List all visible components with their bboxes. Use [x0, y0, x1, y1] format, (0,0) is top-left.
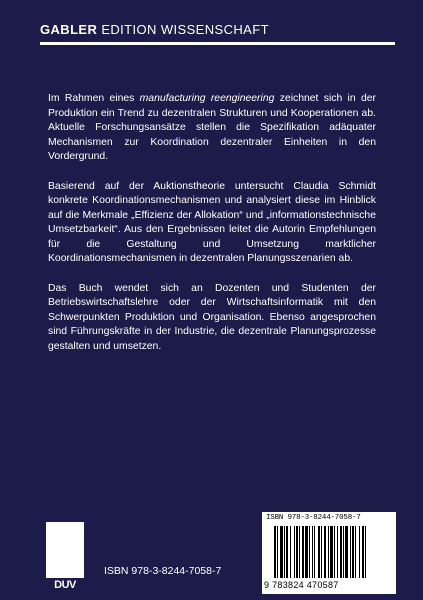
- barcode-isbn: ISBN 978-3-8244-7058-7: [266, 514, 361, 522]
- barcode-digits: 9 783824 470587: [264, 580, 339, 590]
- blurb-paragraph-3: Das Buch wendet sich an Dozenten und Studenten der Betriebswirtschaftslehre oder der Wirtschaftsinformatik mit den Schwerpunkten Produktion und Organisation. Ebenso angesprochen sind Führungskräfte in der Industrie, die dezentrale Planungsprozesse gestalten und umsetzen.: [48, 282, 376, 352]
- series-title: [40, 22, 395, 37]
- blurb: [48, 92, 376, 369]
- logo-text: DUV: [46, 578, 84, 592]
- series-name: EDITION WISSENSCHAFT: [101, 22, 269, 37]
- series-header: [40, 22, 395, 45]
- logo-bar: [46, 522, 84, 582]
- isbn-label: ISBN 978-3-8244-7058-7: [104, 565, 222, 577]
- publisher-brand: GABLER: [40, 22, 98, 37]
- emphasis-term: manufacturing reengineering: [139, 93, 275, 104]
- header-divider: [40, 42, 395, 45]
- publisher-logo: [46, 522, 84, 594]
- barcode: [262, 512, 396, 594]
- blurb-paragraph-2: Basierend auf der Auktionstheorie untersucht Claudia Schmidt konkrete Koordinationsmechanismen und analysiert diese im Hinblick auf die Merkmale „Effizienz der Allokation“ und „informationstechnische Umsetzbarkeit“. Aus den Ergebnissen leitet die Autorin Empfehlungen für die Gestaltung und Umsetzung marktlicher Koordinationsmechanismen in dezentralen Planungsszenarien ab.: [48, 180, 376, 264]
- blurb-paragraph-1: Im Rahmen eines manufacturing reengineering zeichnet sich in der Produktion ein Trend zu dezentralen Strukturen und Kooperationen ab. Aktuelle Forschungsansätze stellen die Spezifikation adäquater Mechanismen zur Koordination dezentraler Einheiten in den Vordergrund.: [48, 93, 376, 162]
